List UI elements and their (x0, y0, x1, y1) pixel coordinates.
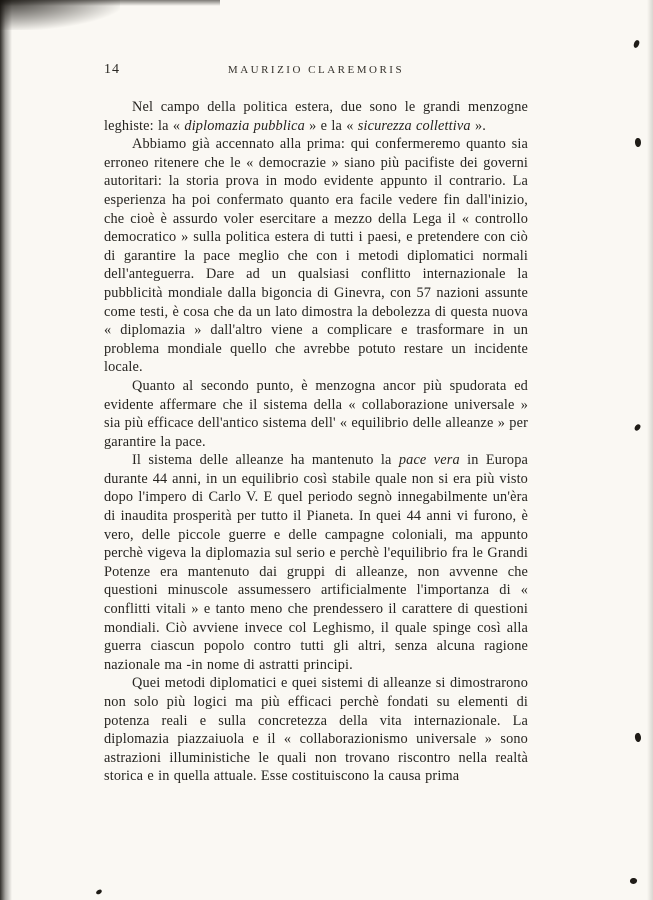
paragraph (104, 451, 528, 674)
page-number: 14 (104, 62, 120, 77)
text-run: Abbiamo già accennato alla prima: qui confermeremo quanto sia erroneo ritenere che le « democrazie » siano più pacifiste dei governi autoritari: la storia prova in modo evidente appunto il contrario. La esperienza ha poi confermato quanto era facile vedere fin dall'inizio, che cioè è assurdo voler esercitare a mezzo della Lega il « controllo democratico » sulla politica estera di tutti i paesi, e pretendere con ciò di garantire la pace meglio che con i metodi diplomatici normali dell'anteguerra. Dare ad un qualsiasi conflitto internazionale la pubblicità mondiale dalla bigoncia di Ginevra, con 57 nazioni assunte come testi, è cosa che da un lato dimostra la debolezza di questa nuova « diplomazia » dall'altro viene a complicare e trasformare in un problema mondiale quello che avrebbe potuto restare un incidente locale. (104, 136, 528, 376)
paragraph (104, 377, 528, 451)
scan-speck (634, 138, 641, 148)
text-run: Il sistema delle alleanze ha mantenuto la (132, 452, 399, 469)
running-header-title: MAURIZIO CLAREMORIS (227, 64, 405, 76)
scan-speck (95, 889, 102, 895)
text-run: » e la « (304, 117, 358, 134)
paragraph (104, 98, 528, 135)
scan-speck (634, 732, 642, 742)
scan-speck (633, 39, 640, 48)
text-run-italic: diplomazia pubblica (184, 117, 305, 134)
scan-edge-shadow-left (0, 0, 12, 900)
paragraph (104, 674, 528, 786)
text-run: Quanto al secondo punto, è menzogna ancor più spudorata ed evidente affermare che il sistema della « collaborazione universale » sia più efficace dell'antico sistema dell' « equilibrio delle alleanze » per garantire la pace. (104, 377, 528, 450)
text-run: in Europa durante 44 anni, in un equilibrio così stabile quale non si era più visto dopo l'impero di Carlo V. E quel periodo segnò innegabilmente un'èra di inaudita prosperità per tutto il Pianeta. In quei 44 anni vi furono, è vero, delle piccole guerre e delle campagne coloniali, ma appunto perchè vigeva la diplomazia sul serio e perchè l'equilibrio fra le Grandi Potenze era mantenuto dai gruppi di alleanze, non avvenne che questioni minuscole assumessero artificialmente l'importanza di « conflitti vitali » e tanto meno che prendessero il carattere di questioni mondiali. Ciò avviene invece col Leghismo, il quale spinge così alla guerra ciascun popolo contro tutti gli altri, senza alcuna ragione nazionale ma -in nome di astratti principi. (104, 452, 529, 673)
scan-speck (634, 423, 642, 432)
text-run: Nel campo della politica estera, due sono le grandi menzogne leghiste: la « (104, 99, 528, 134)
scan-edge-shade-right (647, 0, 653, 900)
running-head (104, 62, 528, 80)
paragraph (104, 135, 528, 377)
text-run-italic: pace vera (398, 452, 460, 469)
text-block (104, 98, 528, 786)
text-run-italic: sicurezza collettiva (357, 117, 471, 134)
scan-speck (630, 877, 638, 884)
text-run: ». (470, 117, 486, 134)
scan-edge-shadow-top (0, 0, 220, 6)
text-run: Quei metodi diplomatici e quei sistemi di alleanze si dimostrarono non solo più logici ma più efficaci perchè fondati su elementi di potenza reali e sulla concretezza della vita internazionale. La diplomazia piazzaiuola e il « collaborazionismo universale » sono astrazioni illuministiche le quali non trovano riscontro nella realtà storica e in quella attuale. Esse costituiscono la causa prima (104, 675, 528, 785)
